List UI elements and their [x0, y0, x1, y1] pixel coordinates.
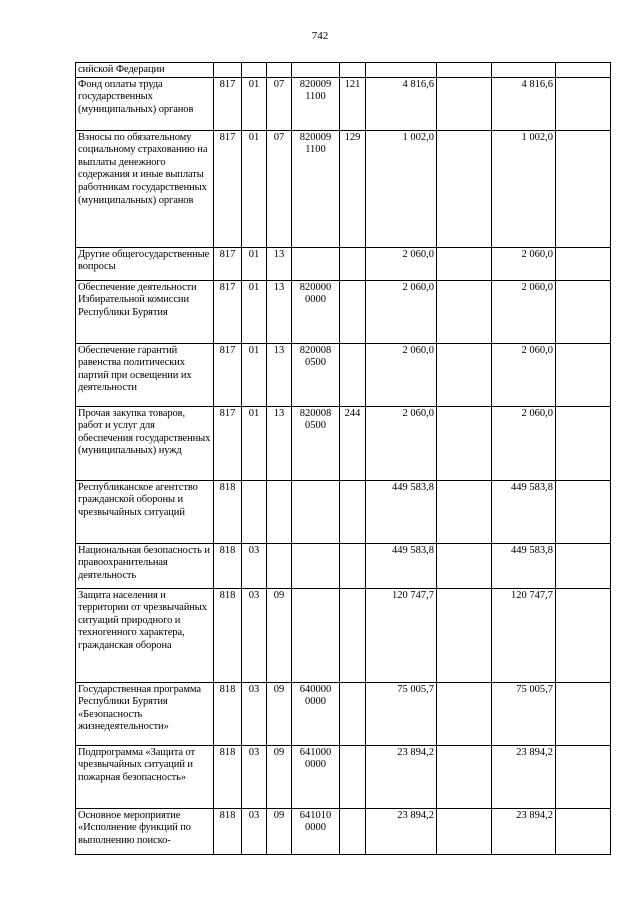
ministry-code-cell: 818: [214, 745, 242, 808]
amount-extra-cell: [556, 682, 611, 745]
expense-type-code-cell: 121: [340, 77, 366, 130]
table-row: [76, 543, 611, 588]
subsection-code-cell: [267, 63, 292, 78]
amount-republic-cell: 120 747,7: [492, 588, 556, 682]
expense-type-code-cell: [340, 343, 366, 406]
section-code-cell: 03: [242, 808, 267, 854]
target-article-code-cell: 820008 0500: [292, 343, 340, 406]
ministry-code-cell: 817: [214, 343, 242, 406]
subsection-code-cell: 13: [267, 406, 292, 480]
table-row: [76, 63, 611, 78]
expense-type-code-cell: [340, 745, 366, 808]
amount-extra-cell: [556, 77, 611, 130]
subsection-code-cell: 13: [267, 280, 292, 343]
section-code-cell: 01: [242, 247, 267, 280]
amount-extra-cell: [556, 480, 611, 543]
expense-type-code-cell: 244: [340, 406, 366, 480]
section-code-cell: 01: [242, 406, 267, 480]
amount-total-cell: 449 583,8: [366, 543, 437, 588]
ministry-code-cell: 817: [214, 77, 242, 130]
target-article-code-cell: [292, 543, 340, 588]
expense-type-code-cell: 129: [340, 130, 366, 247]
table-row: [76, 77, 611, 130]
row-name-cell: Республиканское агентство гражданской обороны и чрезвычайных ситуаций: [76, 480, 214, 543]
row-name-cell: Другие общегосударственные вопросы: [76, 247, 214, 280]
amount-extra-cell: [556, 343, 611, 406]
amount-federal-cell: [437, 480, 492, 543]
amount-federal-cell: [437, 588, 492, 682]
amount-federal-cell: [437, 63, 492, 78]
target-article-code-cell: 820000 0000: [292, 280, 340, 343]
amount-federal-cell: [437, 406, 492, 480]
amount-total-cell: 2 060,0: [366, 280, 437, 343]
row-name-cell: Национальная безопасность и правоохранительная деятельность: [76, 543, 214, 588]
expense-type-code-cell: [340, 247, 366, 280]
row-name-cell: Государственная программа Республики Бурятия «Безопасность жизнедеятельности»: [76, 682, 214, 745]
section-code-cell: 01: [242, 130, 267, 247]
section-code-cell: 03: [242, 588, 267, 682]
amount-extra-cell: [556, 808, 611, 854]
amount-total-cell: 120 747,7: [366, 588, 437, 682]
amount-republic-cell: 4 816,6: [492, 77, 556, 130]
table-row: [76, 343, 611, 406]
amount-total-cell: 23 894,2: [366, 808, 437, 854]
amount-total-cell: [366, 63, 437, 78]
subsection-code-cell: 09: [267, 808, 292, 854]
amount-extra-cell: [556, 63, 611, 78]
amount-republic-cell: 2 060,0: [492, 247, 556, 280]
target-article-code-cell: 641010 0000: [292, 808, 340, 854]
amount-total-cell: 2 060,0: [366, 247, 437, 280]
table-row: [76, 682, 611, 745]
row-name-cell: Обеспечение деятельности Избирательной комиссии Республики Бурятия: [76, 280, 214, 343]
table-row: [76, 406, 611, 480]
amount-extra-cell: [556, 588, 611, 682]
section-code-cell: 03: [242, 543, 267, 588]
ministry-code-cell: 818: [214, 682, 242, 745]
table-row: [76, 808, 611, 854]
amount-federal-cell: [437, 280, 492, 343]
amount-republic-cell: 449 583,8: [492, 480, 556, 543]
target-article-code-cell: 820009 1100: [292, 77, 340, 130]
budget-table-body: [76, 63, 611, 855]
amount-federal-cell: [437, 130, 492, 247]
amount-extra-cell: [556, 745, 611, 808]
amount-extra-cell: [556, 280, 611, 343]
amount-total-cell: 1 002,0: [366, 130, 437, 247]
section-code-cell: [242, 480, 267, 543]
page-number: 742: [311, 30, 329, 42]
ministry-code-cell: 817: [214, 406, 242, 480]
section-code-cell: 03: [242, 745, 267, 808]
amount-total-cell: 4 816,6: [366, 77, 437, 130]
target-article-code-cell: 820009 1100: [292, 130, 340, 247]
amount-total-cell: 2 060,0: [366, 343, 437, 406]
amount-total-cell: 449 583,8: [366, 480, 437, 543]
subsection-code-cell: 07: [267, 130, 292, 247]
target-article-code-cell: 640000 0000: [292, 682, 340, 745]
section-code-cell: 01: [242, 343, 267, 406]
amount-republic-cell: 2 060,0: [492, 280, 556, 343]
amount-republic-cell: 23 894,2: [492, 745, 556, 808]
section-code-cell: [242, 63, 267, 78]
ministry-code-cell: 818: [214, 588, 242, 682]
target-article-code-cell: 820008 0500: [292, 406, 340, 480]
row-name-cell: Основное мероприятие «Исполнение функций по выполнению поиско-: [76, 808, 214, 854]
target-article-code-cell: [292, 480, 340, 543]
budget-table: [75, 62, 611, 855]
section-code-cell: 01: [242, 77, 267, 130]
expense-type-code-cell: [340, 280, 366, 343]
ministry-code-cell: 817: [214, 247, 242, 280]
amount-federal-cell: [437, 808, 492, 854]
amount-extra-cell: [556, 130, 611, 247]
amount-republic-cell: 449 583,8: [492, 543, 556, 588]
ministry-code-cell: 818: [214, 808, 242, 854]
amount-federal-cell: [437, 247, 492, 280]
amount-total-cell: 2 060,0: [366, 406, 437, 480]
expense-type-code-cell: [340, 588, 366, 682]
row-name-cell: Прочая закупка товаров, работ и услуг для обеспечения государственных (муниципальных) нужд: [76, 406, 214, 480]
table-row: [76, 588, 611, 682]
amount-federal-cell: [437, 682, 492, 745]
subsection-code-cell: 09: [267, 745, 292, 808]
amount-federal-cell: [437, 543, 492, 588]
expense-type-code-cell: [340, 543, 366, 588]
subsection-code-cell: 13: [267, 343, 292, 406]
target-article-code-cell: [292, 247, 340, 280]
subsection-code-cell: 07: [267, 77, 292, 130]
target-article-code-cell: [292, 63, 340, 78]
ministry-code-cell: 818: [214, 543, 242, 588]
target-article-code-cell: [292, 588, 340, 682]
subsection-code-cell: 09: [267, 588, 292, 682]
subsection-code-cell: 09: [267, 682, 292, 745]
amount-total-cell: 23 894,2: [366, 745, 437, 808]
expense-type-code-cell: [340, 63, 366, 78]
table-row: [76, 130, 611, 247]
row-name-cell: Обеспечение гарантий равенства политических партий при освещении их деятельности: [76, 343, 214, 406]
amount-republic-cell: 1 002,0: [492, 130, 556, 247]
amount-extra-cell: [556, 543, 611, 588]
expense-type-code-cell: [340, 480, 366, 543]
amount-republic-cell: [492, 63, 556, 78]
section-code-cell: 01: [242, 280, 267, 343]
table-row: [76, 280, 611, 343]
ministry-code-cell: 818: [214, 480, 242, 543]
row-name-cell: Защита населения и территории от чрезвычайных ситуаций природного и техногенного характера, гражданская оборона: [76, 588, 214, 682]
amount-total-cell: 75 005,7: [366, 682, 437, 745]
amount-extra-cell: [556, 406, 611, 480]
amount-republic-cell: 75 005,7: [492, 682, 556, 745]
expense-type-code-cell: [340, 808, 366, 854]
row-name-cell: Взносы по обязательному социальному страхованию на выплаты денежного содержания и иные выплаты работникам государственных (муниципальных) органов: [76, 130, 214, 247]
table-row: [76, 247, 611, 280]
section-code-cell: 03: [242, 682, 267, 745]
row-name-cell: Подпрограмма «Защита от чрезвычайных ситуаций и пожарная безопасность»: [76, 745, 214, 808]
subsection-code-cell: 13: [267, 247, 292, 280]
subsection-code-cell: [267, 480, 292, 543]
amount-republic-cell: 2 060,0: [492, 343, 556, 406]
amount-republic-cell: 23 894,2: [492, 808, 556, 854]
table-row: [76, 745, 611, 808]
expense-type-code-cell: [340, 682, 366, 745]
target-article-code-cell: 641000 0000: [292, 745, 340, 808]
ministry-code-cell: 817: [214, 280, 242, 343]
ministry-code-cell: [214, 63, 242, 78]
subsection-code-cell: [267, 543, 292, 588]
amount-republic-cell: 2 060,0: [492, 406, 556, 480]
amount-federal-cell: [437, 343, 492, 406]
ministry-code-cell: 817: [214, 130, 242, 247]
amount-federal-cell: [437, 745, 492, 808]
amount-federal-cell: [437, 77, 492, 130]
table-row: [76, 480, 611, 543]
row-name-cell: Фонд оплаты труда государственных (муниципальных) органов: [76, 77, 214, 130]
amount-extra-cell: [556, 247, 611, 280]
row-name-cell: сийской Федерации: [76, 63, 214, 78]
